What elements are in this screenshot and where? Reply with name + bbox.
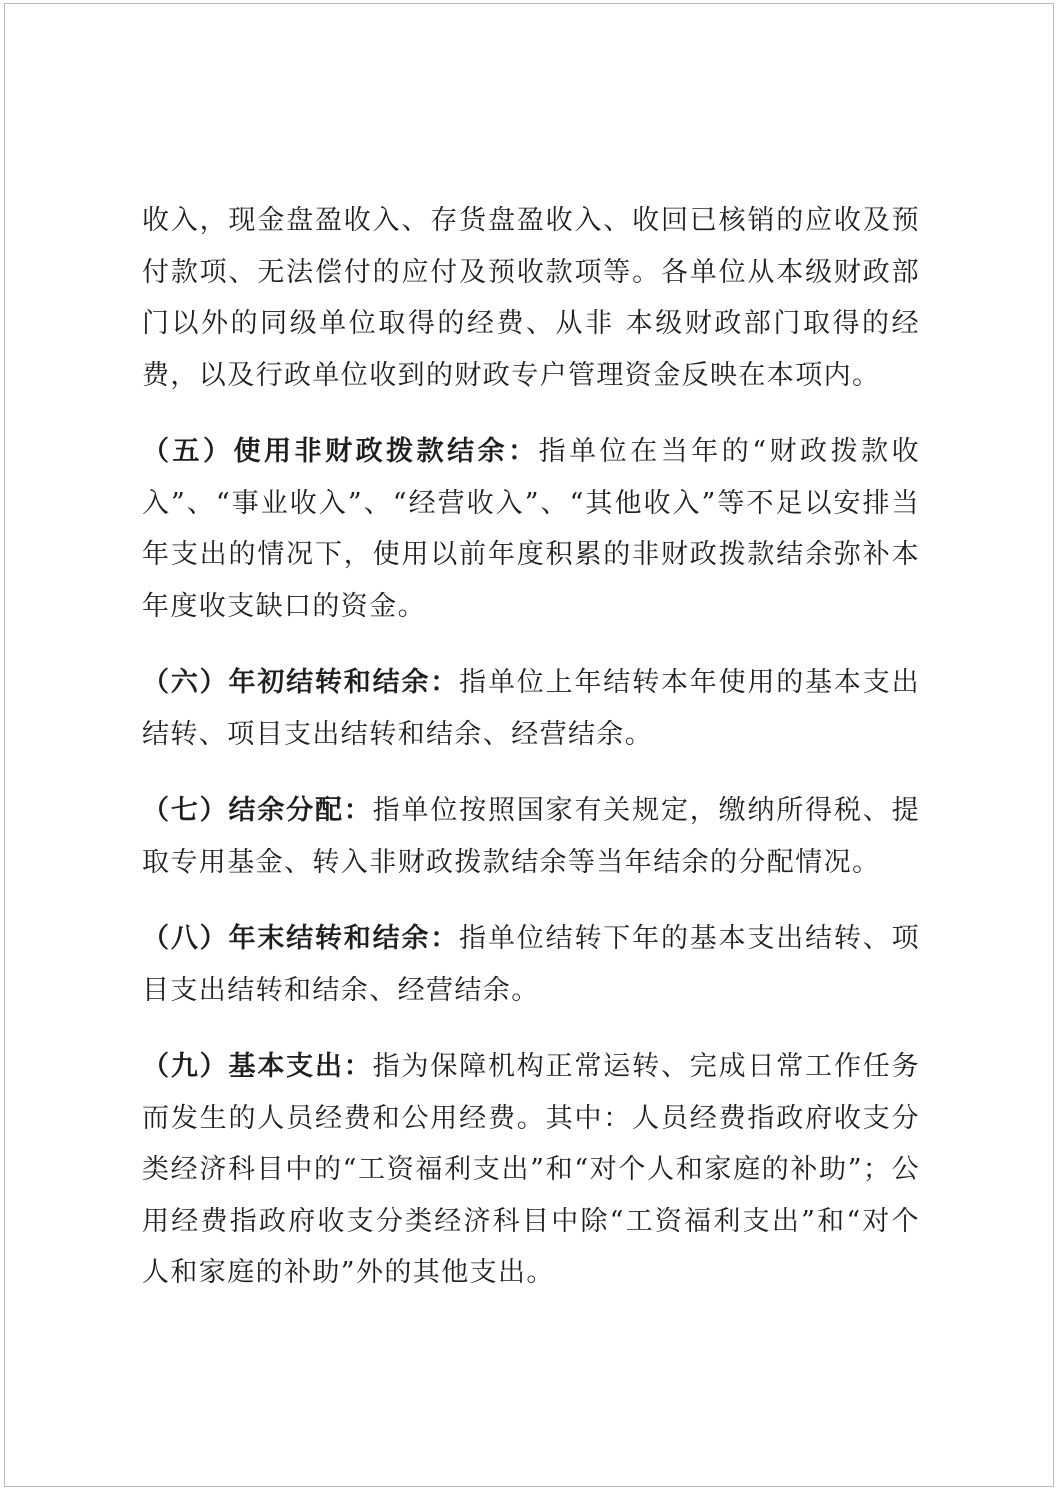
paragraph-income-continued (142, 195, 920, 401)
paragraph-term: （七）结余分配： (142, 795, 373, 826)
paragraph-text: 指单位在当年的“财政拨款收入”、“事业收入”、“经营收入”、“其他收入”等不足以安排当年支出的情况下，使用以前年度积累的非财政拨款结余弥补本年度收支缺口的资金。 (142, 436, 920, 622)
paragraph-opening-balance (142, 657, 920, 760)
paragraph-text: 指单位上年结转本年使用的基本支出结转、项目支出结转和结余、经营结余。 (142, 667, 920, 750)
paragraph-text: 收入，现金盘盈收入、存货盘盈收入、收回已核销的应收及预付款项、无法偿付的应付及预收款项等。各单位从本级财政部门以外的同级单位取得的经费、从非 本级财政部门取得的经费，以及行政单位收到的财政专户管理资金反映在本项内。 (142, 205, 920, 391)
paragraph-text: 指为保障机构正常运转、完成日常工作任务而发生的人员经费和公用经费。其中：人员经费指政府收支分类经济科目中的“工资福利支出”和“对个人和家庭的补助”；公用经费指政府收支分类经济科目中除“工资福利支出”和“对个人和家庭的补助”外的其他支出。 (142, 1051, 921, 1288)
paragraph-closing-balance (142, 913, 920, 1016)
paragraph-term: （八）年末结转和结余： (142, 923, 460, 954)
paragraph-term: （九）基本支出： (142, 1051, 373, 1082)
document-body (142, 195, 920, 1299)
paragraph-text: 指单位按照国家有关规定，缴纳所得税、提取专用基金、转入非财政拨款结余等当年结余的分配情况。 (142, 795, 921, 878)
paragraph-non-fiscal-surplus-use (142, 426, 920, 632)
paragraph-term: （五）使用非财政拨款结余： (142, 436, 539, 467)
paragraph-surplus-distribution (142, 785, 920, 888)
paragraph-basic-expenditure (142, 1041, 920, 1299)
paragraph-term: （六）年初结转和结余： (142, 667, 460, 698)
paragraph-text: 指单位结转下年的基本支出结转、项目支出结转和结余、经营结余。 (142, 923, 920, 1006)
